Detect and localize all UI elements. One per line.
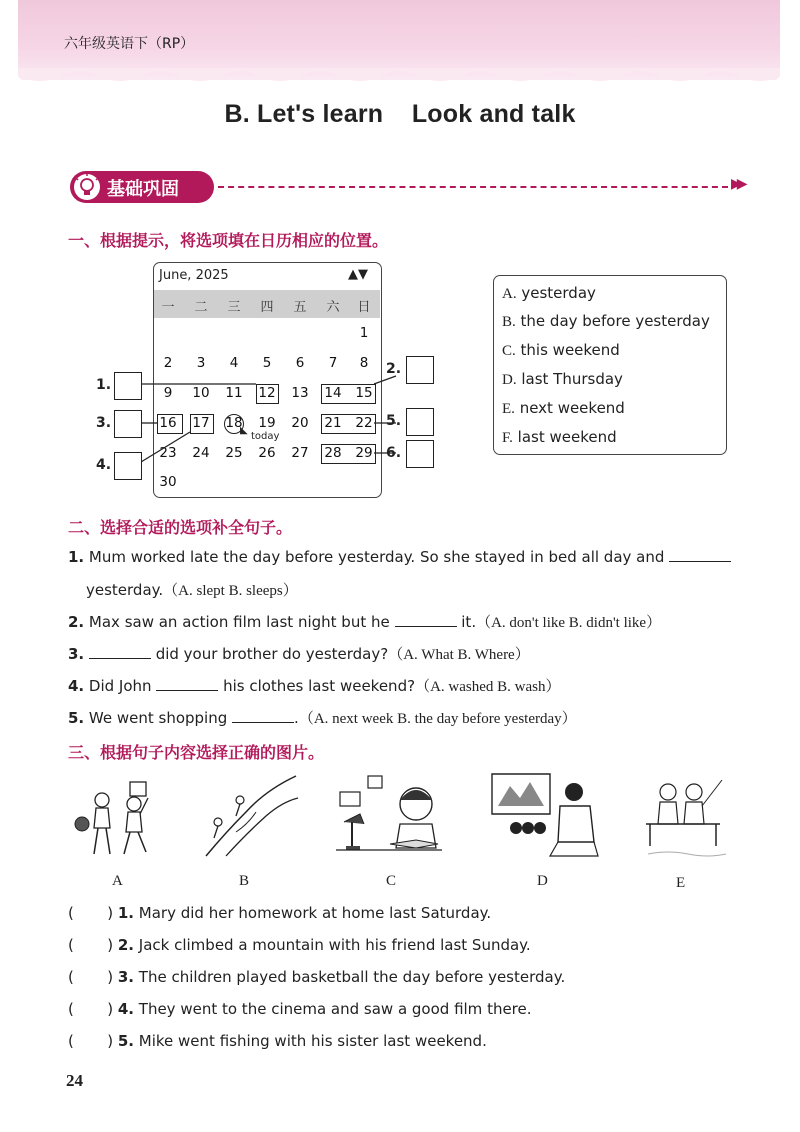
part3-item-5: ( ) 5. Mike went fishing with his sister last weekend.	[68, 1032, 487, 1050]
box-label-4: 4.	[96, 457, 112, 473]
calendar-day[interactable]: 29	[355, 445, 373, 461]
calendar-day[interactable]: 22	[355, 415, 373, 431]
calendar-weekday: 日	[357, 300, 371, 315]
box-label-1: 1.	[96, 377, 112, 393]
today-arrow-icon: ◣	[240, 425, 248, 436]
calendar-day[interactable]: 19	[258, 415, 276, 431]
part2-question-1-cont: yesterday.（A. slept B. sleeps）	[86, 581, 298, 599]
calendar-day[interactable]: 11	[225, 385, 243, 401]
calendar-day[interactable]: 18	[225, 415, 243, 431]
calendar-weekday: 四	[260, 300, 274, 315]
answer-paren-2[interactable]: ( )	[68, 936, 114, 954]
part3-item-3: ( ) 3. The children played basketball the day before yesterday.	[68, 968, 566, 986]
calendar-day[interactable]: 13	[291, 385, 309, 401]
calendar-day[interactable]: 9	[163, 385, 173, 401]
part1-heading: 一、根据提示，将选项填在日历相应的位置。	[68, 231, 389, 250]
box-label-6: 6.	[386, 445, 402, 461]
part3-item-1: ( ) 1. Mary did her homework at home last Saturday.	[68, 904, 492, 922]
box-label-2: 2.	[386, 361, 402, 377]
grade-label: 六年级英语下（RP）	[64, 36, 195, 52]
calendar-day[interactable]: 6	[295, 355, 305, 371]
calendar-day[interactable]: 12	[258, 385, 276, 401]
part3-item-2: ( ) 2. Jack climbed a mountain with his friend last Sunday.	[68, 936, 531, 954]
calendar-day[interactable]: 1	[359, 325, 369, 341]
option-a: A. yesterday	[502, 284, 596, 302]
calendar-weekday: 二	[194, 300, 208, 315]
picture-cinema	[490, 772, 600, 858]
part2-heading: 二、选择合适的选项补全句子。	[68, 518, 293, 537]
section-tag-label: 基础巩固	[107, 179, 179, 200]
picture-homework	[334, 774, 442, 858]
answer-paren-3[interactable]: ( )	[68, 968, 114, 986]
picture-fishing	[638, 776, 728, 860]
part3-heading: 三、根据句子内容选择正确的图片。	[68, 743, 325, 762]
calendar-day[interactable]: 27	[291, 445, 309, 461]
calendar-day[interactable]: 15	[355, 385, 373, 401]
answer-box-5[interactable]	[406, 408, 434, 436]
page-number: 24	[66, 1071, 83, 1090]
part2-question-5: 5. We went shopping .（A. next week B. the day before yesterday）	[68, 709, 577, 727]
blank-1[interactable]	[669, 547, 731, 562]
page-title: B. Let's learn Look and talk	[224, 100, 576, 128]
picture-label-a: A	[112, 873, 123, 889]
option-b: B. the day before yesterday	[502, 312, 710, 330]
part2-question-3: 3. did your brother do yesterday?（A. What B. Where）	[68, 645, 530, 663]
calendar-weekday: 三	[227, 300, 241, 315]
part2-question-2: 2. Max saw an action film last night but he it.（A. don't like B. didn't like）	[68, 613, 662, 631]
calendar-day[interactable]: 30	[159, 474, 177, 490]
calendar-day[interactable]: 16	[159, 415, 177, 431]
calendar-day[interactable]: 3	[196, 355, 206, 371]
calendar-day[interactable]: 2	[163, 355, 173, 371]
picture-label-d: D	[537, 873, 548, 889]
calendar-day[interactable]: 20	[291, 415, 309, 431]
calendar-weekday: 一	[161, 300, 175, 315]
calendar-day[interactable]: 28	[324, 445, 342, 461]
calendar-weekday: 五	[293, 300, 307, 315]
calendar-day[interactable]: 5	[262, 355, 272, 371]
answer-box-2[interactable]	[406, 356, 434, 384]
answer-box-4[interactable]	[114, 452, 142, 480]
answer-paren-4[interactable]: ( )	[68, 1000, 114, 1018]
picture-label-e: E	[676, 875, 686, 891]
picture-label-c: C	[386, 873, 397, 889]
option-c: C. this weekend	[502, 341, 620, 359]
calendar-month: June, 2025	[159, 268, 229, 283]
answer-paren-1[interactable]: ( )	[68, 904, 114, 922]
calendar-weekday: 六	[326, 300, 340, 315]
box-label-5: 5.	[386, 413, 402, 429]
calendar-day[interactable]: 14	[324, 385, 342, 401]
picture-basketball	[72, 780, 164, 860]
option-d: D. last Thursday	[502, 370, 623, 388]
option-e: E. next weekend	[502, 399, 625, 417]
calendar-day[interactable]: 8	[359, 355, 369, 371]
calendar-day[interactable]: 17	[192, 415, 210, 431]
option-f: F. last weekend	[502, 428, 617, 446]
answer-paren-5[interactable]: ( )	[68, 1032, 114, 1050]
answer-box-6[interactable]	[406, 440, 434, 468]
picture-climbing	[196, 772, 300, 858]
box-label-3: 3.	[96, 415, 112, 431]
calendar-day[interactable]: 25	[225, 445, 243, 461]
blank-5[interactable]	[232, 708, 294, 723]
blank-2[interactable]	[395, 612, 457, 627]
answer-box-3[interactable]	[114, 410, 142, 438]
part2-question-1: 1. Mum worked late the day before yesterday. So she stayed in bed all day and	[68, 547, 731, 566]
part3-item-4: ( ) 4. They went to the cinema and saw a good film there.	[68, 1000, 532, 1018]
calendar-day[interactable]: 7	[328, 355, 338, 371]
today-label: today	[251, 431, 280, 442]
calendar-day[interactable]: 23	[159, 445, 177, 461]
calendar-day[interactable]: 24	[192, 445, 210, 461]
calendar-day[interactable]: 4	[229, 355, 239, 371]
blank-3[interactable]	[89, 644, 151, 659]
answer-box-1[interactable]	[114, 372, 142, 400]
calendar-day[interactable]: 26	[258, 445, 276, 461]
double-arrow-icon: ▶▶	[731, 176, 743, 192]
part2-question-4: 4. Did John his clothes last weekend?（A. washed B. wash）	[68, 677, 561, 695]
calendar-day[interactable]: 10	[192, 385, 210, 401]
blank-4[interactable]	[156, 676, 218, 691]
picture-label-b: B	[239, 873, 250, 889]
calendar-day[interactable]: 21	[324, 415, 342, 431]
calendar-arrows: ▲▼	[348, 267, 368, 282]
